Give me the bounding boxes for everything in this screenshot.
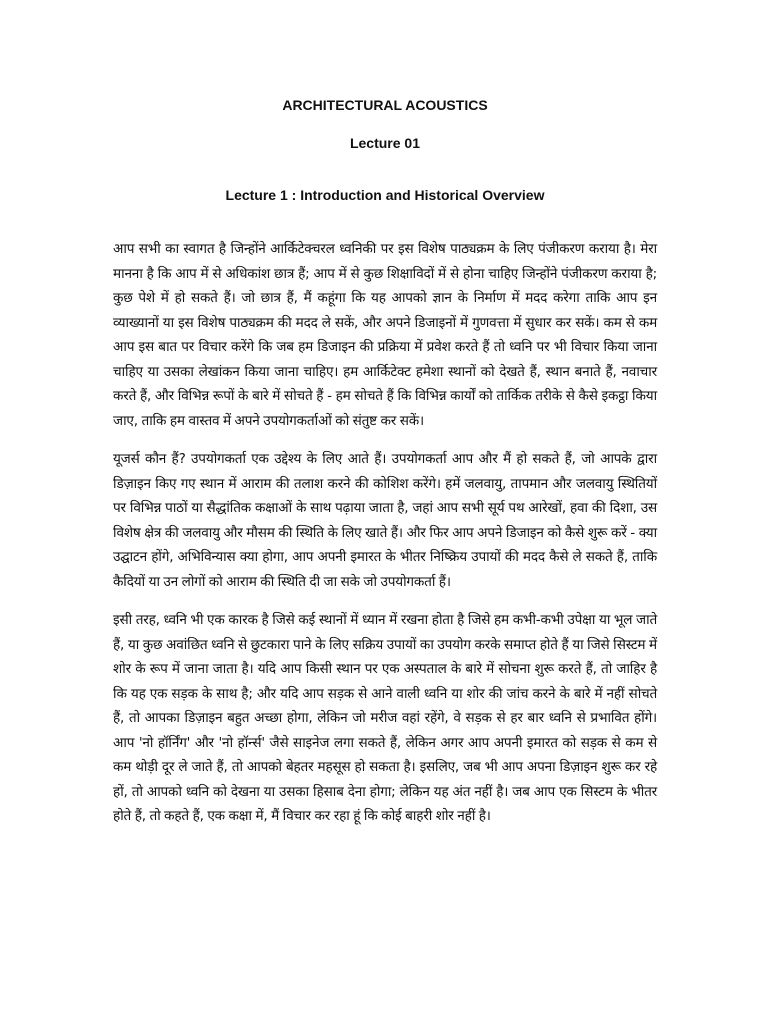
lecture-number: Lecture 01 [349,135,421,151]
document-title: ARCHITECTURAL ACOUSTICS [282,97,488,113]
section-title: Lecture 1 : Introduction and Historical Overview [225,187,545,203]
paragraph-introduction: आप सभी का स्वागत है जिन्होंने आर्किटेक्चरल ध्वनिकी पर इस विशेष पाठ्यक्रम के लिए पंजीकरण कराया है। मेरा मानना है कि आप में से अधिकांश छात्र हैं; आप में से कुछ शिक्षाविदों में से होना चाहिए जिन्होंने पंजीकरण कराया है; कुछ पेशे में हो सकते हैं। जो छात्र हैं, मैं कहूंगा कि यह आपको ज्ञान के निर्माण में मदद करेगा ताकि आप इन व्याख्यानों या इस विशेष पाठ्यक्रम की मदद ले सकें, और अपने डिजाइनों में गुणवत्ता में सुधार कर सकें। कम से कम आप इस बात पर विचार करेंगे कि जब हम डिजाइन की प्रक्रिया में प्रवेश करते हैं तो ध्वनि पर भी विचार किया जाना चाहिए या उसका लेखांकन किया जाना चाहिए। हम आर्किटेक्ट हमेशा स्थानों को देखते हैं, स्थान बनाते हैं, नवाचार करते हैं, और विभिन्न रूपों के बारे में सोचते हैं - हम सोचते हैं कि विभिन्न कार्यों को तार्किक तरीके से कैसे इकट्ठा किया जाए, ताकि हम वास्तव में अपने उपयोगकर्ताओं को संतुष्ट कर सकें। [113,241,657,429]
paragraph-sound-factor: इसी तरह, ध्वनि भी एक कारक है जिसे कई स्थानों में ध्यान में रखना होता है जिसे हम कभी-कभी उपेक्षा या भूल जाते हैं, या कुछ अवांछित ध्वनि से छुटकारा पाने के लिए सक्रिय उपायों का उपयोग करके समाप्त होते हैं या जिसे सिस्टम में शोर के रूप में जाना जाता है। यदि आप किसी स्थान पर एक अस्पताल के बारे में सोचना शुरू करते हैं, तो जाहिर है कि यह एक सड़क के साथ है; और यदि आप सड़क से आने वाली ध्वनि या शोर की जांच करने के बारे में नहीं सोचते हैं, तो आपका डिज़ाइन बहुत अच्छा होगा, लेकिन जो मरीज वहां रहेंगे, वे सड़क से हर बार ध्वनि से प्रभावित होंगे। आप 'नो हॉर्निंग' और 'नो हॉर्न्स' जैसे साइनेज लगा सकते हैं, लेकिन अगर आप अपनी इमारत को सड़क से कम से कम थोड़ी दूर ले जाते हैं, तो आपको बेहतर महसूस हो सकता है। इसलिए, जब भी आप अपना डिज़ाइन शुरू कर रहे हों, तो आपको ध्वनि को देखना या उसका हिसाब देना होगा; लेकिन यह अंत नहीं है। जब आप एक सिस्टम के भीतर होते हैं, तो कहते हैं, एक कक्षा में, मैं विचार कर रहा हूं कि कोई बाहरी शोर नहीं है। [113,612,657,824]
paragraph-users: यूजर्स कौन हैं? उपयोगकर्ता एक उद्देश्य के लिए आते हैं। उपयोगकर्ता आप और मैं हो सकते हैं, जो आपके द्वारा डिज़ाइन किए गए स्थान में आराम की तलाश करने की कोशिश करेंगे। हमें जलवायु, तापमान और जलवायु स्थितियों पर विभिन्न पाठों या सैद्धांतिक कक्षाओं के साथ पढ़ाया जाता है, जहां आप सभी सूर्य पथ आरेखों, हवा की दिशा, उस विशेष क्षेत्र की जलवायु और मौसम की स्थिति के लिए खाते हैं। और फिर आप अपने डिजाइन को कैसे शुरू करें - क्या उद्घाटन होंगे, अभिविन्यास क्या होगा, आप अपनी इमारत के भीतर निष्क्रिय उपायों की मदद कैसे ले सकते हैं, ताकि कैदियों या उन लोगों को आराम की स्थिति दी जा सके जो उपयोगकर्ता हैं। [113,451,657,590]
